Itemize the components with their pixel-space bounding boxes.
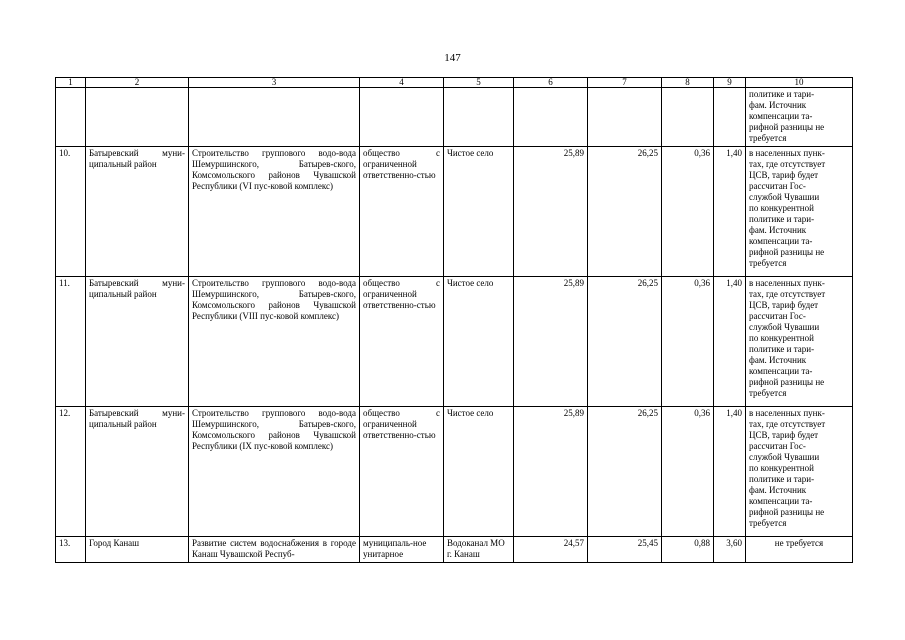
- note: в населенных пунк- тах, где отсутствует ЦСВ, тариф будет рассчитан Гос- службой Чувашии по конкурентной политике и тари- фам. Источник компенсации та- рифной разницы не требуется: [746, 277, 853, 407]
- note: в населенных пунк- тах, где отсутствует ЦСВ, тариф будет рассчитан Гос- службой Чувашии по конкурентной политике и тари- фам. Источник компенсации та- рифной разницы не требуется: [746, 407, 853, 537]
- table-row: [56, 537, 853, 563]
- header-cell: 6: [514, 78, 588, 88]
- value-col6: 25,89: [514, 407, 588, 537]
- supplier: Чистое село: [444, 147, 514, 277]
- organization: муниципаль-ное унитарное: [360, 537, 444, 563]
- value-col9: 3,60: [714, 537, 746, 563]
- table-row: [56, 277, 853, 407]
- value-col9: 1,40: [714, 147, 746, 277]
- row-number: 11.: [56, 277, 86, 407]
- row-number: 13.: [56, 537, 86, 563]
- value-col8: 0,36: [662, 147, 714, 277]
- header-cell: 8: [662, 78, 714, 88]
- district: Батыревский муни-ципальный район: [86, 407, 189, 537]
- value-col7: 26,25: [588, 277, 662, 407]
- district: Батыревский муни-ципальный район: [86, 147, 189, 277]
- note: не требуется: [746, 537, 853, 563]
- page-number: 147: [444, 52, 461, 64]
- header-cell: 4: [360, 78, 444, 88]
- value-col6: 24,57: [514, 537, 588, 563]
- table-row: [56, 407, 853, 537]
- value-col6: 25,89: [514, 147, 588, 277]
- project: Строительство группового водо-вода Шемуршинского, Батырев-ского, Комсомольского районов Чувашской Республики (VIII пус-ковой комплекс): [189, 277, 360, 407]
- table-row: [56, 147, 853, 277]
- organization: общество с ограниченной ответственно-стью: [360, 277, 444, 407]
- header-cell: 3: [189, 78, 360, 88]
- continuation-row: [56, 88, 853, 147]
- value-col7: 25,45: [588, 537, 662, 563]
- header-cell: 10: [746, 78, 853, 88]
- header-cell: 2: [86, 78, 189, 88]
- project: Строительство группового водо-вода Шемуршинского, Батырев-ского, Комсомольского районов Чувашской Республики (VI пус-ковой комплекс): [189, 147, 360, 277]
- supplier: Водоканал МО г. Канаш: [444, 537, 514, 563]
- supplier: Чистое село: [444, 407, 514, 537]
- value-col9: 1,40: [714, 277, 746, 407]
- tariff-table: [55, 77, 853, 563]
- district: Город Канаш: [86, 537, 189, 563]
- supplier: Чистое село: [444, 277, 514, 407]
- row-number: 10.: [56, 147, 86, 277]
- value-col8: 0,36: [662, 277, 714, 407]
- header-cell: 9: [714, 78, 746, 88]
- value-col6: 25,89: [514, 277, 588, 407]
- header-row: [56, 78, 853, 88]
- note: в населенных пунк- тах, где отсутствует ЦСВ, тариф будет рассчитан Гос- службой Чувашии по конкурентной политике и тари- фам. Источник компенсации та- рифной разницы не требуется: [746, 147, 853, 277]
- project: Развитие систем водоснабжения в городе Канаш Чувашской Респуб-: [189, 537, 360, 563]
- value-col9: 1,40: [714, 407, 746, 537]
- continuation-note: политике и тари- фам. Источник компенсации та- рифной разницы не требуется: [746, 88, 853, 147]
- value-col8: 0,88: [662, 537, 714, 563]
- value-col7: 26,25: [588, 407, 662, 537]
- district: Батыревский муни-ципальный район: [86, 277, 189, 407]
- organization: общество с ограниченной ответственно-стью: [360, 147, 444, 277]
- value-col7: 26,25: [588, 147, 662, 277]
- value-col8: 0,36: [662, 407, 714, 537]
- header-cell: 1: [56, 78, 86, 88]
- organization: общество с ограниченной ответственно-стью: [360, 407, 444, 537]
- header-cell: 5: [444, 78, 514, 88]
- row-number: 12.: [56, 407, 86, 537]
- project: Строительство группового водо-вода Шемуршинского, Батырев-ского, Комсомольского районов Чувашской Республики (IX пус-ковой комплекс): [189, 407, 360, 537]
- header-cell: 7: [588, 78, 662, 88]
